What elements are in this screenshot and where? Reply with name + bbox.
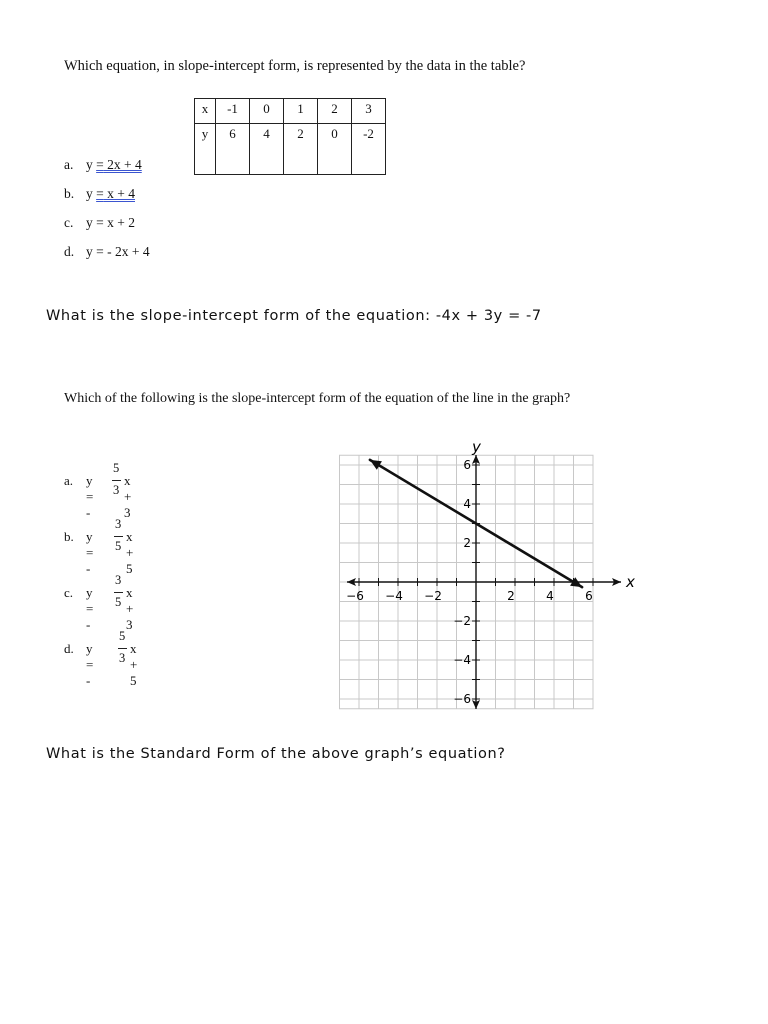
option-text: y = - — [86, 641, 94, 688]
fraction-denominator: 5 — [115, 595, 122, 609]
y-axis-label: y — [472, 438, 481, 456]
fraction-bar — [118, 648, 127, 649]
x-tick-label: −6 — [346, 589, 364, 603]
option-letter: b. — [64, 529, 74, 544]
fraction-numerator: 5 — [113, 461, 120, 475]
y-tick-label: 4 — [463, 497, 471, 511]
table-cell: 6 — [216, 124, 250, 175]
q1-option-a — [64, 157, 142, 173]
y-tick-label: −2 — [453, 614, 471, 628]
y-tick-label: 2 — [463, 536, 471, 550]
x-axis-label: x — [626, 573, 635, 591]
table-header-y: y — [195, 124, 216, 175]
option-text: y = - — [86, 529, 94, 576]
data-table — [194, 98, 386, 175]
table-cell: 1 — [284, 99, 318, 124]
table-cell: -2 — [352, 124, 386, 175]
x-tick-label: 6 — [585, 589, 593, 603]
option-text: = — [96, 186, 104, 201]
fraction-numerator: 3 — [115, 573, 122, 587]
option-text: = — [96, 157, 104, 172]
table-cell: 2 — [284, 124, 318, 175]
fraction-bar — [112, 480, 121, 481]
table-cell: -1 — [216, 99, 250, 124]
question-1-prompt: Which equation, in slope-intercept form, is represented by the data in the table? — [64, 58, 526, 74]
table-cell: 4 — [250, 124, 284, 175]
y-tick-label: 6 — [463, 458, 471, 472]
question-3-prompt: Which of the following is the slope-intercept form of the equation of the line in the graph? — [64, 391, 571, 406]
fraction-denominator: 5 — [115, 539, 122, 553]
option-text: y — [86, 186, 93, 201]
fraction-numerator: 3 — [115, 517, 122, 531]
option-letter: a. — [64, 157, 74, 172]
table-cell: 2 — [318, 99, 352, 124]
option-text: y = - — [86, 585, 94, 632]
question-2-text: What is the slope-intercept form of the equation: -4x + 3y = -7 — [46, 308, 542, 324]
x-tick-label: 4 — [546, 589, 554, 603]
coordinate-graph — [340, 430, 635, 720]
option-text: x + 3 — [124, 473, 132, 520]
q1-option-d — [64, 244, 150, 260]
option-letter: b. — [64, 186, 75, 201]
option-text: x + 4 — [103, 186, 135, 201]
y-tick-label: −4 — [453, 653, 471, 667]
option-text: y = x + 2 — [86, 215, 135, 230]
table-header-x: x — [195, 99, 216, 124]
table-cell: 0 — [318, 124, 352, 175]
option-text: y = - — [86, 473, 94, 520]
option-letter: c. — [64, 585, 74, 600]
option-text: y = - 2x + 4 — [86, 244, 150, 259]
option-letter: d. — [64, 244, 75, 259]
fraction-denominator: 3 — [113, 483, 120, 497]
table-cell: 0 — [250, 99, 284, 124]
fraction-numerator: 5 — [119, 629, 126, 643]
fraction-bar — [114, 536, 123, 537]
graph-axes — [347, 455, 621, 709]
table-cell: 3 — [352, 99, 386, 124]
question-4-text: What is the Standard Form of the above graph’s equation? — [46, 746, 506, 762]
table-row-y — [195, 124, 386, 175]
fraction-bar — [114, 592, 123, 593]
x-tick-label: −4 — [385, 589, 403, 603]
table-row-x — [195, 99, 386, 124]
q1-option-c — [64, 215, 135, 231]
option-letter: a. — [64, 473, 74, 488]
x-tick-label: 2 — [507, 589, 515, 603]
q1-option-b — [64, 186, 135, 202]
option-letter: c. — [64, 215, 74, 230]
option-text: x + 5 — [126, 529, 134, 576]
option-text: x + 5 — [130, 641, 138, 688]
option-text: y — [86, 157, 93, 172]
x-tick-label: −2 — [424, 589, 442, 603]
option-letter: d. — [64, 641, 74, 656]
option-text: 2x + 4 — [103, 157, 142, 172]
option-text: x + 3 — [126, 585, 134, 632]
fraction-denominator: 3 — [119, 651, 126, 665]
y-tick-label: −6 — [453, 692, 471, 706]
